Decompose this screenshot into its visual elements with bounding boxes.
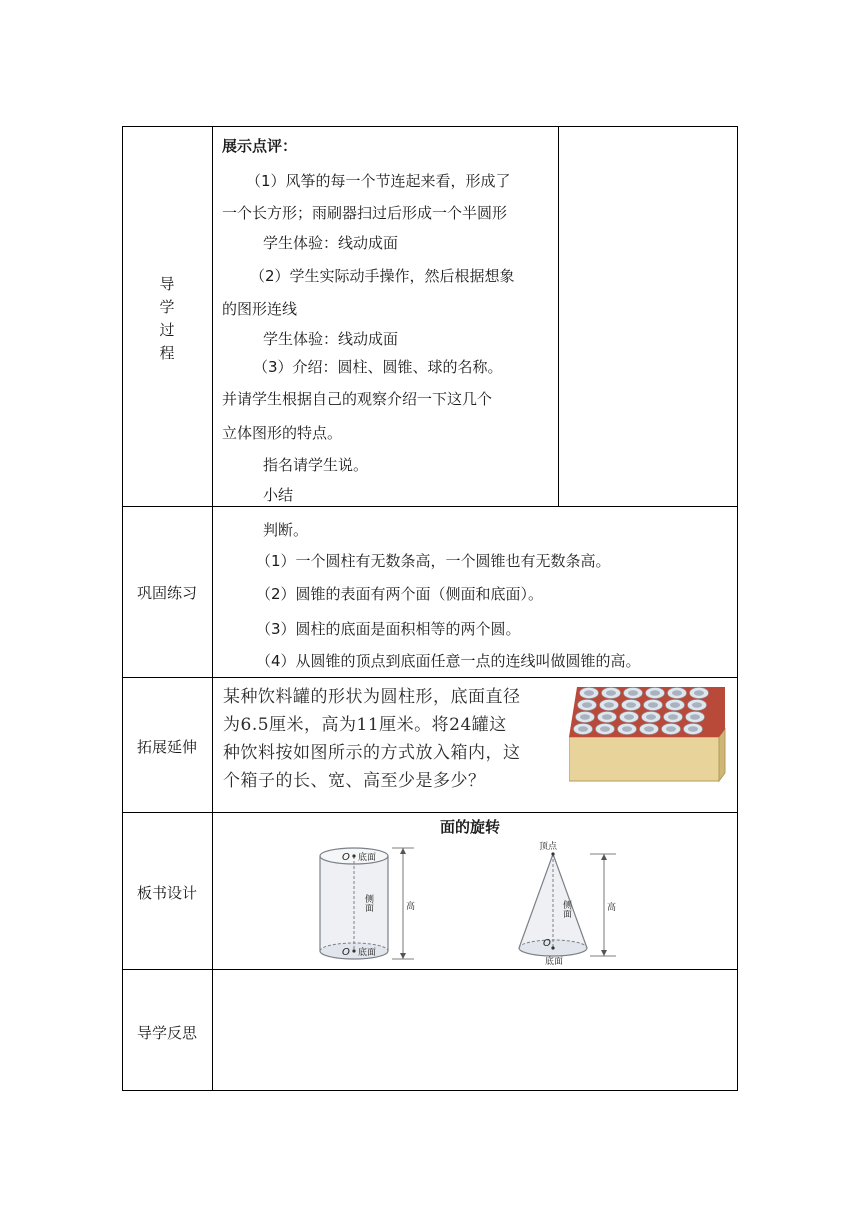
row-divider bbox=[122, 812, 738, 813]
guide-row-label bbox=[155, 273, 179, 365]
table-border-left bbox=[122, 126, 123, 1091]
can-lid bbox=[578, 726, 588, 732]
extension-line: 种饮料按如图所示的方式放入箱内，这 bbox=[223, 743, 521, 763]
can-lid bbox=[600, 726, 610, 732]
can-lid bbox=[690, 714, 700, 720]
extension-row-label: 拓展延伸 bbox=[136, 738, 197, 756]
can-box-illustration bbox=[569, 683, 727, 787]
can-lid bbox=[606, 690, 616, 696]
guide-line: （2）学生实际动手操作，然后根据想象 bbox=[250, 267, 515, 285]
practice-item: （4）从圆锥的顶点到底面任意一点的连线叫做圆锥的高。 bbox=[256, 652, 641, 670]
extension-line: 个箱子的长、宽、高至少是多少？ bbox=[223, 771, 486, 791]
guide-heading: 展示点评： bbox=[222, 137, 298, 155]
practice-item: （3）圆柱的底面是面积相等的两个圆。 bbox=[256, 620, 521, 638]
cylinder-top-center-label: O bbox=[342, 852, 350, 863]
can-lid bbox=[622, 726, 632, 732]
cylinder-bottom-center-label: O bbox=[342, 947, 350, 958]
can-lid bbox=[692, 702, 702, 708]
guide-line: 学生体验：线动成面 bbox=[263, 330, 399, 348]
can-lid bbox=[650, 690, 660, 696]
guide-line: 小结 bbox=[263, 486, 294, 504]
can-lid bbox=[666, 726, 676, 732]
cone-height-label: 高 bbox=[605, 902, 615, 911]
cone-side-label: 侧面 bbox=[561, 900, 571, 918]
label-char: 导 bbox=[159, 275, 175, 293]
can-lid bbox=[648, 702, 658, 708]
guide-line: 一个长方形；雨刷器扫过后形成一个半圆形 bbox=[222, 204, 508, 222]
guide-line: 指名请学生说。 bbox=[263, 456, 369, 474]
cone-diagram bbox=[516, 838, 622, 966]
reflection-row-label: 导学反思 bbox=[136, 1024, 197, 1042]
can-lid bbox=[580, 714, 590, 720]
extension-line: 某种饮料罐的形状为圆柱形，底面直径 bbox=[223, 687, 521, 707]
can-lid bbox=[694, 690, 704, 696]
cylinder-bottom-label: 底面 bbox=[358, 948, 377, 958]
practice-row-label: 巩固练习 bbox=[136, 584, 197, 602]
guide-line: （3）介绍：圆柱、圆锥、球的名称。 bbox=[253, 358, 503, 376]
practice-item: （2）圆锥的表面有两个面（侧面和底面）。 bbox=[256, 585, 544, 603]
can-lid bbox=[602, 714, 612, 720]
table-border-right bbox=[737, 126, 738, 1091]
board-row-label: 板书设计 bbox=[136, 884, 197, 902]
can-lid bbox=[670, 702, 680, 708]
notes-column-divider bbox=[558, 126, 559, 506]
cone-center-label: O bbox=[543, 938, 551, 949]
can-lid bbox=[584, 690, 594, 696]
can-lid bbox=[672, 690, 682, 696]
can-lid bbox=[688, 726, 698, 732]
extension-line: 为6.5厘米，高为11厘米。将24罐这 bbox=[223, 715, 507, 735]
practice-item: （1）一个圆柱有无数条高，一个圆锥也有无数条高。 bbox=[256, 552, 611, 570]
cone-bottom-label: 底面 bbox=[545, 957, 564, 966]
label-char: 学 bbox=[159, 298, 175, 316]
guide-line: 的图形连线 bbox=[222, 300, 298, 318]
cone-apex-label: 顶点 bbox=[539, 842, 558, 852]
can-lid bbox=[624, 714, 634, 720]
guide-line: 并请学生根据自己的观察介绍一下这几个 bbox=[222, 390, 493, 408]
guide-line: （1）风筝的每一个节连起来看，形成了 bbox=[246, 172, 511, 190]
cylinder-top-label: 底面 bbox=[358, 853, 377, 863]
lesson-table bbox=[122, 126, 738, 1091]
label-char: 程 bbox=[159, 344, 175, 362]
label-char: 过 bbox=[159, 321, 175, 339]
can-lid bbox=[626, 702, 636, 708]
label-column-divider bbox=[212, 126, 213, 1091]
can-lid bbox=[628, 690, 638, 696]
table-border-top bbox=[122, 126, 738, 127]
practice-intro: 判断。 bbox=[263, 521, 309, 539]
can-lid bbox=[604, 702, 614, 708]
cylinder-height-label: 高 bbox=[404, 901, 414, 910]
cylinder-diagram bbox=[318, 846, 420, 962]
can-lid bbox=[646, 714, 656, 720]
guide-line: 立体图形的特点。 bbox=[222, 424, 343, 442]
board-title: 面的旋转 bbox=[440, 818, 501, 836]
can-lid bbox=[668, 714, 678, 720]
cylinder-side-label: 侧面 bbox=[363, 894, 373, 912]
row-divider bbox=[122, 677, 738, 678]
row-divider bbox=[122, 506, 738, 507]
can-lid bbox=[582, 702, 592, 708]
guide-line: 学生体验：线动成面 bbox=[263, 234, 399, 252]
row-divider bbox=[122, 969, 738, 970]
can-lid bbox=[644, 726, 654, 732]
table-border-bottom bbox=[122, 1090, 738, 1091]
